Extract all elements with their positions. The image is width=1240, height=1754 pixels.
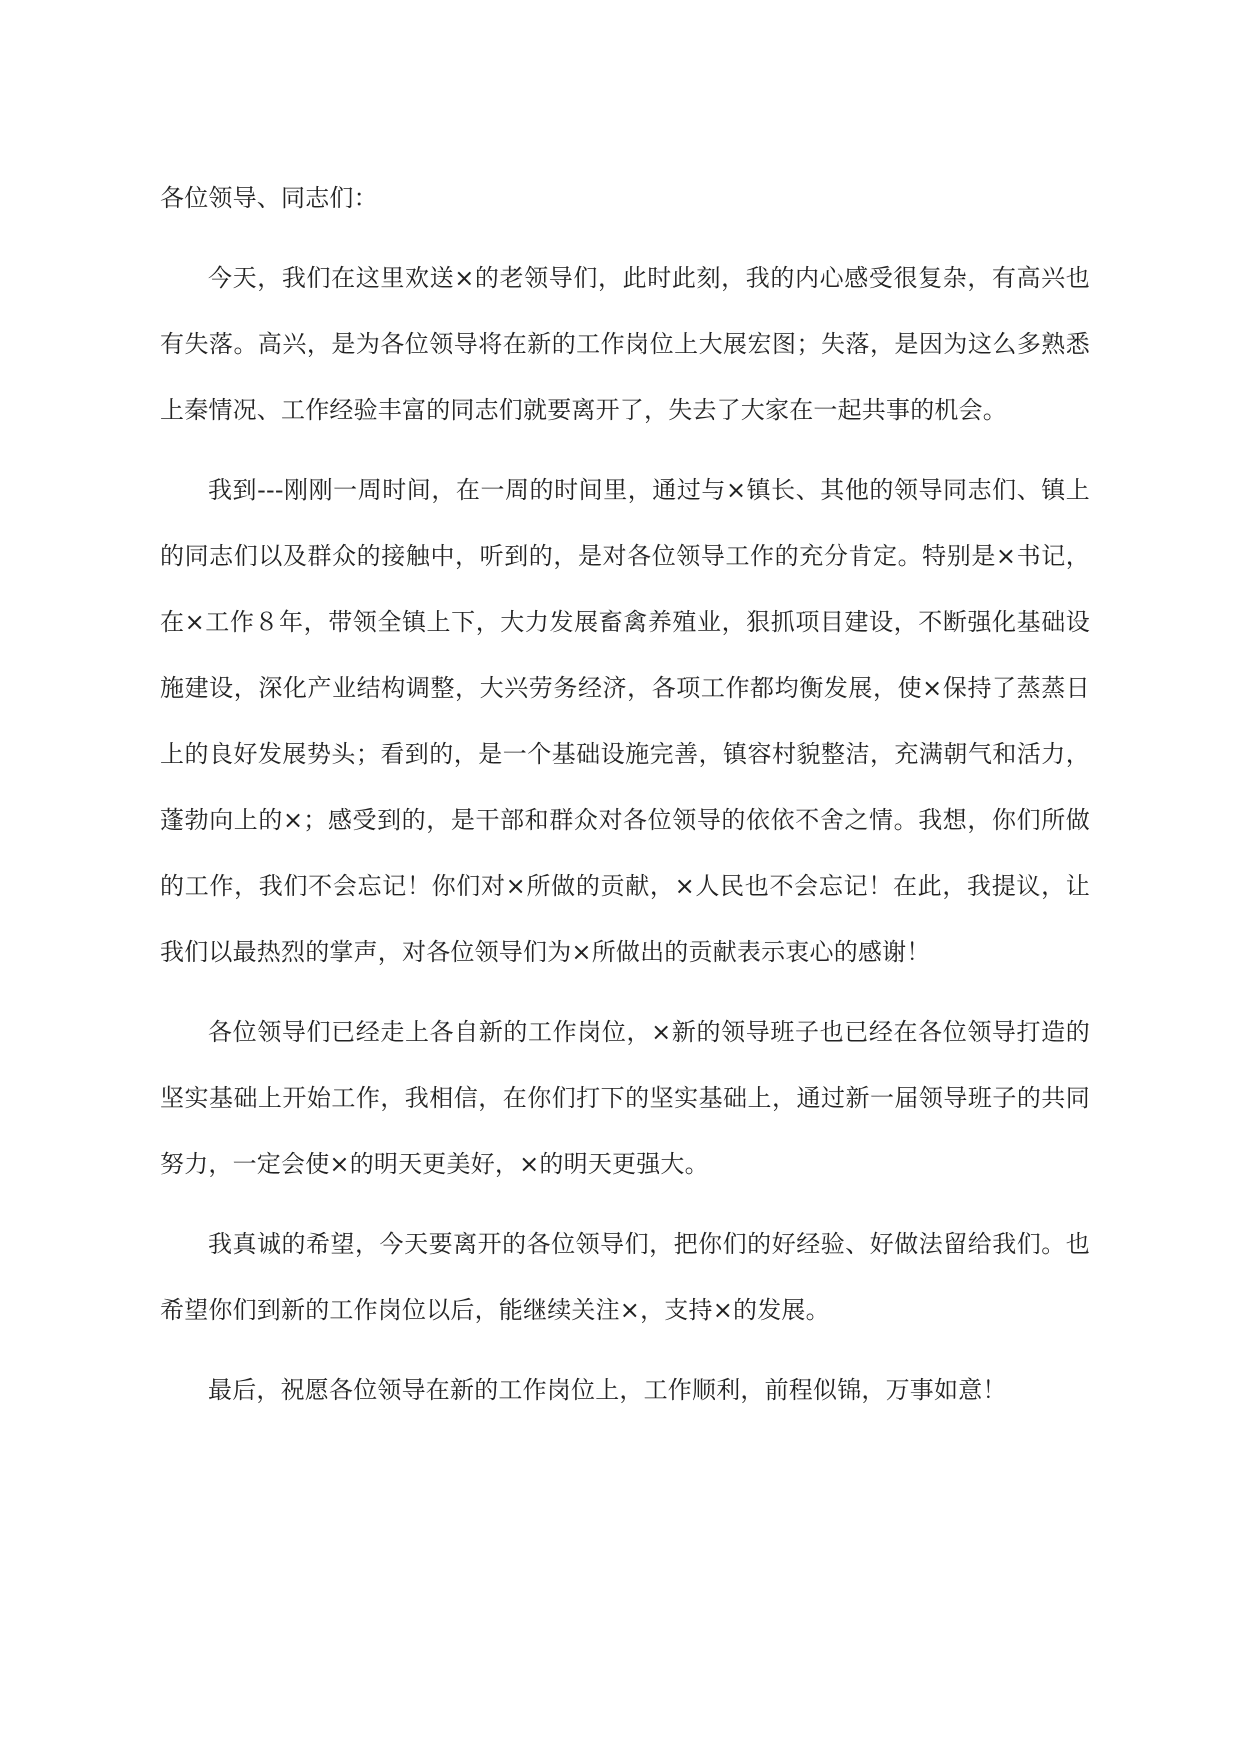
salutation: 各位领导、同志们： bbox=[160, 184, 378, 212]
paragraph-closing: 最后，祝愿各位领导在新的工作岗位上，工作顺利，前程似锦，万事如意！ bbox=[208, 1376, 1007, 1404]
document-body bbox=[160, 165, 1090, 1437]
paragraph-welcome: 今天，我们在这里欢送×的老领导们，此时此刻，我的内心感受很复杂，有高兴也有失落。高兴，是为各位领导将在新的工作岗位上大展宏图；失落，是因为这么多熟悉上秦情况、工作经验丰富的同志们就要离开了，失去了大家在一起共事的机会。 bbox=[160, 264, 1090, 424]
paragraph-new-team: 各位领导们已经走上各自新的工作岗位，×新的领导班子也已经在各位领导打造的坚实基础上开始工作，我相信，在你们打下的坚实基础上，通过新一届领导班子的共同努力，一定会使×的明天更美好，×的明天更强大。 bbox=[160, 1018, 1090, 1178]
paragraph-hopes: 我真诚的希望，今天要离开的各位领导们，把你们的好经验、好做法留给我们。也希望你们到新的工作岗位以后，能继续关注×，支持×的发展。 bbox=[160, 1230, 1090, 1324]
paragraph-achievements: 我到---刚刚一周时间，在一周的时间里，通过与×镇长、其他的领导同志们、镇上的同志们以及群众的接触中，听到的，是对各位领导工作的充分肯定。特别是×书记，在×工作８年，带领全镇上下，大力发展畜禽养殖业，狠抓项目建设，不断强化基础设施建设，深化产业结构调整，大兴劳务经济，各项工作都均衡发展，使×保持了蒸蒸日上的良好发展势头；看到的，是一个基础设施完善，镇容村貌整洁，充满朝气和活力，蓬勃向上的×；感受到的，是干部和群众对各位领导的依依不舍之情。我想，你们所做的工作，我们不会忘记！你们对×所做的贡献，×人民也不会忘记！在此，我提议，让我们以最热烈的掌声，对各位领导们为×所做出的贡献表示衷心的感谢！ bbox=[160, 476, 1090, 966]
